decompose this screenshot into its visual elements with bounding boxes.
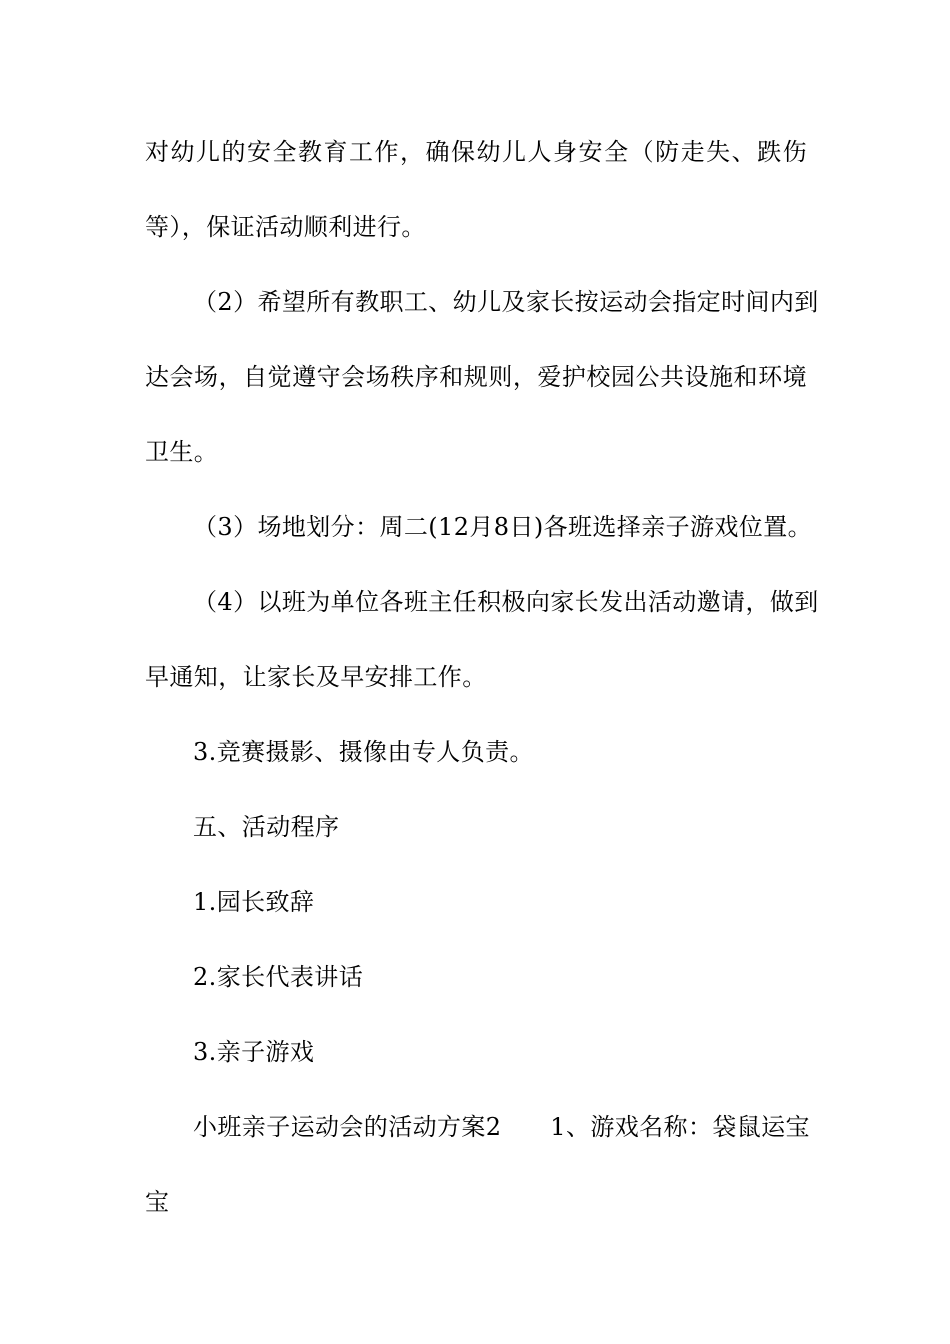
paragraph-line-early-notice: 早通知，让家长及早安排工作。 (145, 663, 487, 691)
section-heading-activity-program: 五、活动程序 (193, 813, 340, 841)
paragraph-line-hygiene: 卫生。 (145, 438, 219, 466)
paragraph-line-smooth-progress: 等），保证活动顺利进行。 (145, 213, 426, 241)
list-item-principal-speech: 1.园长致辞 (193, 888, 315, 916)
paragraph-line-photography: 3.竞赛摄影、摄像由专人负责。 (193, 738, 534, 766)
paragraph-line-item-3: （3）场地划分：周二(12月8日)各班选择亲子游戏位置。 (193, 513, 813, 541)
paragraph-line-plan-2-title: 小班亲子运动会的活动方案2 1、游戏名称：袋鼠运宝 (193, 1113, 810, 1141)
list-item-parent-speech: 2.家长代表讲话 (193, 963, 364, 991)
paragraph-line-safety-education: 对幼儿的安全教育工作，确保幼儿人身安全（防走失、跌伤 (145, 138, 807, 166)
paragraph-line-item-4: （4）以班为单位各班主任积极向家长发出活动邀请，做到 (193, 588, 819, 616)
paragraph-line-plan-2-continuation: 宝 (145, 1188, 170, 1216)
paragraph-line-venue-rules: 达会场，自觉遵守会场秩序和规则，爱护校园公共设施和环境 (145, 363, 807, 391)
list-item-parent-child-games: 3.亲子游戏 (193, 1038, 315, 1066)
paragraph-line-item-2: （2）希望所有教职工、幼儿及家长按运动会指定时间内到 (193, 288, 819, 316)
